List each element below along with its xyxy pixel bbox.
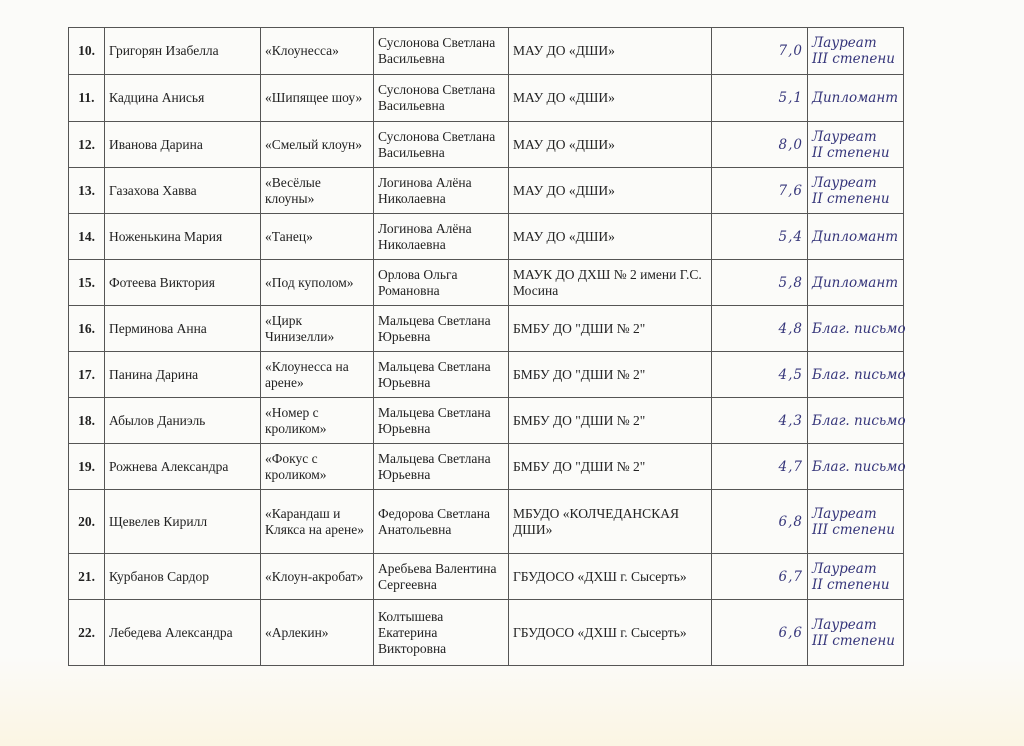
award-line: Лауреат [812, 616, 877, 633]
table-row [69, 28, 904, 75]
score: 7,0 [712, 28, 808, 75]
score: 6,6 [712, 600, 808, 666]
award-line: Дипломант [812, 228, 899, 245]
award-line: Дипломант [812, 90, 899, 106]
act-title: «Весёлые клоуны» [261, 168, 374, 214]
award-line: Дипломант [812, 274, 899, 291]
award [808, 75, 904, 122]
teacher-name: Аребьева Валентина Сергеевна [374, 554, 509, 600]
table-row [69, 554, 904, 600]
results-table [68, 27, 904, 666]
institution: ГБУДОСО «ДХШ г. Сысерть» [509, 554, 712, 600]
award-line: Лауреат [812, 174, 877, 191]
award-line: II степени [812, 190, 890, 207]
award-line: II степени [812, 576, 890, 593]
teacher-name: Логинова Алёна Николаевна [374, 168, 509, 214]
score: 5,1 [712, 75, 808, 122]
act-title: «Клоунесса» [261, 28, 374, 75]
participant-name: Рожнева Александра [105, 444, 261, 490]
institution: МАУ ДО «ДШИ» [509, 122, 712, 168]
institution: МАУК ДО ДХШ № 2 имени Г.С. Мосина [509, 260, 712, 306]
table-row [69, 398, 904, 444]
score: 5,8 [712, 260, 808, 306]
participant-name: Щевелев Кирилл [105, 490, 261, 554]
table-row [69, 600, 904, 666]
institution: МАУ ДО «ДШИ» [509, 214, 712, 260]
award-line: Благ. письмо [812, 412, 906, 429]
paper-tint [0, 656, 1024, 746]
row-number: 10. [69, 28, 105, 75]
award [808, 352, 904, 398]
award-line: Благ. письмо [812, 366, 906, 383]
row-number: 19. [69, 444, 105, 490]
participant-name: Фотеева Виктория [105, 260, 261, 306]
row-number: 22. [69, 600, 105, 666]
act-title: «Клоун-акробат» [261, 554, 374, 600]
award-line: III степени [812, 632, 895, 649]
row-number: 17. [69, 352, 105, 398]
award-line: III степени [812, 51, 895, 67]
act-title: «Номер с кроликом» [261, 398, 374, 444]
act-title: «Цирк Чинизелли» [261, 306, 374, 352]
table-row [69, 352, 904, 398]
score: 4,5 [712, 352, 808, 398]
teacher-name: Федорова Светлана Анатольевна [374, 490, 509, 554]
award-line: Лауреат [812, 35, 877, 51]
results-table-body [69, 28, 904, 666]
act-title: «Смелый клоун» [261, 122, 374, 168]
table-row [69, 168, 904, 214]
institution: ГБУДОСО «ДХШ г. Сысерть» [509, 600, 712, 666]
score: 5,4 [712, 214, 808, 260]
row-number: 20. [69, 490, 105, 554]
act-title: «Арлекин» [261, 600, 374, 666]
row-number: 12. [69, 122, 105, 168]
award-line: Лауреат [812, 128, 877, 145]
table-row [69, 306, 904, 352]
teacher-name: Мальцева Светлана Юрьевна [374, 306, 509, 352]
act-title: «Карандаш и Клякса на арене» [261, 490, 374, 554]
teacher-name: Колтышева Екатерина Викторовна [374, 600, 509, 666]
institution: БМБУ ДО "ДШИ № 2" [509, 306, 712, 352]
institution: БМБУ ДО "ДШИ № 2" [509, 352, 712, 398]
award-line: II степени [812, 144, 890, 161]
teacher-name: Суслонова Светлана Васильевна [374, 122, 509, 168]
row-number: 16. [69, 306, 105, 352]
score: 6,7 [712, 554, 808, 600]
row-number: 11. [69, 75, 105, 122]
teacher-name: Орлова Ольга Романовна [374, 260, 509, 306]
act-title: «Под куполом» [261, 260, 374, 306]
participant-name: Ноженькина Мария [105, 214, 261, 260]
award [808, 600, 904, 666]
award-line: Лауреат [812, 560, 877, 577]
score: 7,6 [712, 168, 808, 214]
act-title: «Клоунесса на арене» [261, 352, 374, 398]
award [808, 398, 904, 444]
award [808, 122, 904, 168]
teacher-name: Суслонова Светлана Васильевна [374, 75, 509, 122]
participant-name: Кадцина Анисья [105, 75, 261, 122]
award-line: Благ. письмо [812, 320, 906, 337]
award [808, 260, 904, 306]
participant-name: Лебедева Александра [105, 600, 261, 666]
teacher-name: Мальцева Светлана Юрьевна [374, 352, 509, 398]
score: 4,8 [712, 306, 808, 352]
award [808, 168, 904, 214]
row-number: 18. [69, 398, 105, 444]
institution: МБУДО «КОЛЧЕДАНСКАЯ ДШИ» [509, 490, 712, 554]
row-number: 13. [69, 168, 105, 214]
participant-name: Иванова Дарина [105, 122, 261, 168]
teacher-name: Мальцева Светлана Юрьевна [374, 398, 509, 444]
participant-name: Курбанов Сардор [105, 554, 261, 600]
table-row [69, 214, 904, 260]
award [808, 554, 904, 600]
award [808, 28, 904, 75]
score: 6,8 [712, 490, 808, 554]
act-title: «Шипящее шоу» [261, 75, 374, 122]
score: 4,3 [712, 398, 808, 444]
teacher-name: Логинова Алёна Николаевна [374, 214, 509, 260]
table-row [69, 490, 904, 554]
row-number: 21. [69, 554, 105, 600]
teacher-name: Мальцева Светлана Юрьевна [374, 444, 509, 490]
row-number: 14. [69, 214, 105, 260]
table-row [69, 260, 904, 306]
table-row [69, 444, 904, 490]
award [808, 306, 904, 352]
award [808, 444, 904, 490]
award [808, 214, 904, 260]
act-title: «Фокус с кроликом» [261, 444, 374, 490]
award-line: III степени [812, 521, 895, 538]
act-title: «Танец» [261, 214, 374, 260]
score: 8,0 [712, 122, 808, 168]
institution: МАУ ДО «ДШИ» [509, 28, 712, 75]
participant-name: Газахова Хавва [105, 168, 261, 214]
award [808, 490, 904, 554]
table-row [69, 122, 904, 168]
participant-name: Перминова Анна [105, 306, 261, 352]
institution: БМБУ ДО "ДШИ № 2" [509, 444, 712, 490]
row-number: 15. [69, 260, 105, 306]
institution: БМБУ ДО "ДШИ № 2" [509, 398, 712, 444]
participant-name: Григорян Изабелла [105, 28, 261, 75]
award-line: Благ. письмо [812, 458, 906, 475]
teacher-name: Суслонова Светлана Васильевна [374, 28, 509, 75]
table-row [69, 75, 904, 122]
institution: МАУ ДО «ДШИ» [509, 168, 712, 214]
participant-name: Абылов Даниэль [105, 398, 261, 444]
institution: МАУ ДО «ДШИ» [509, 75, 712, 122]
score: 4,7 [712, 444, 808, 490]
award-line: Лауреат [812, 505, 877, 522]
participant-name: Панина Дарина [105, 352, 261, 398]
